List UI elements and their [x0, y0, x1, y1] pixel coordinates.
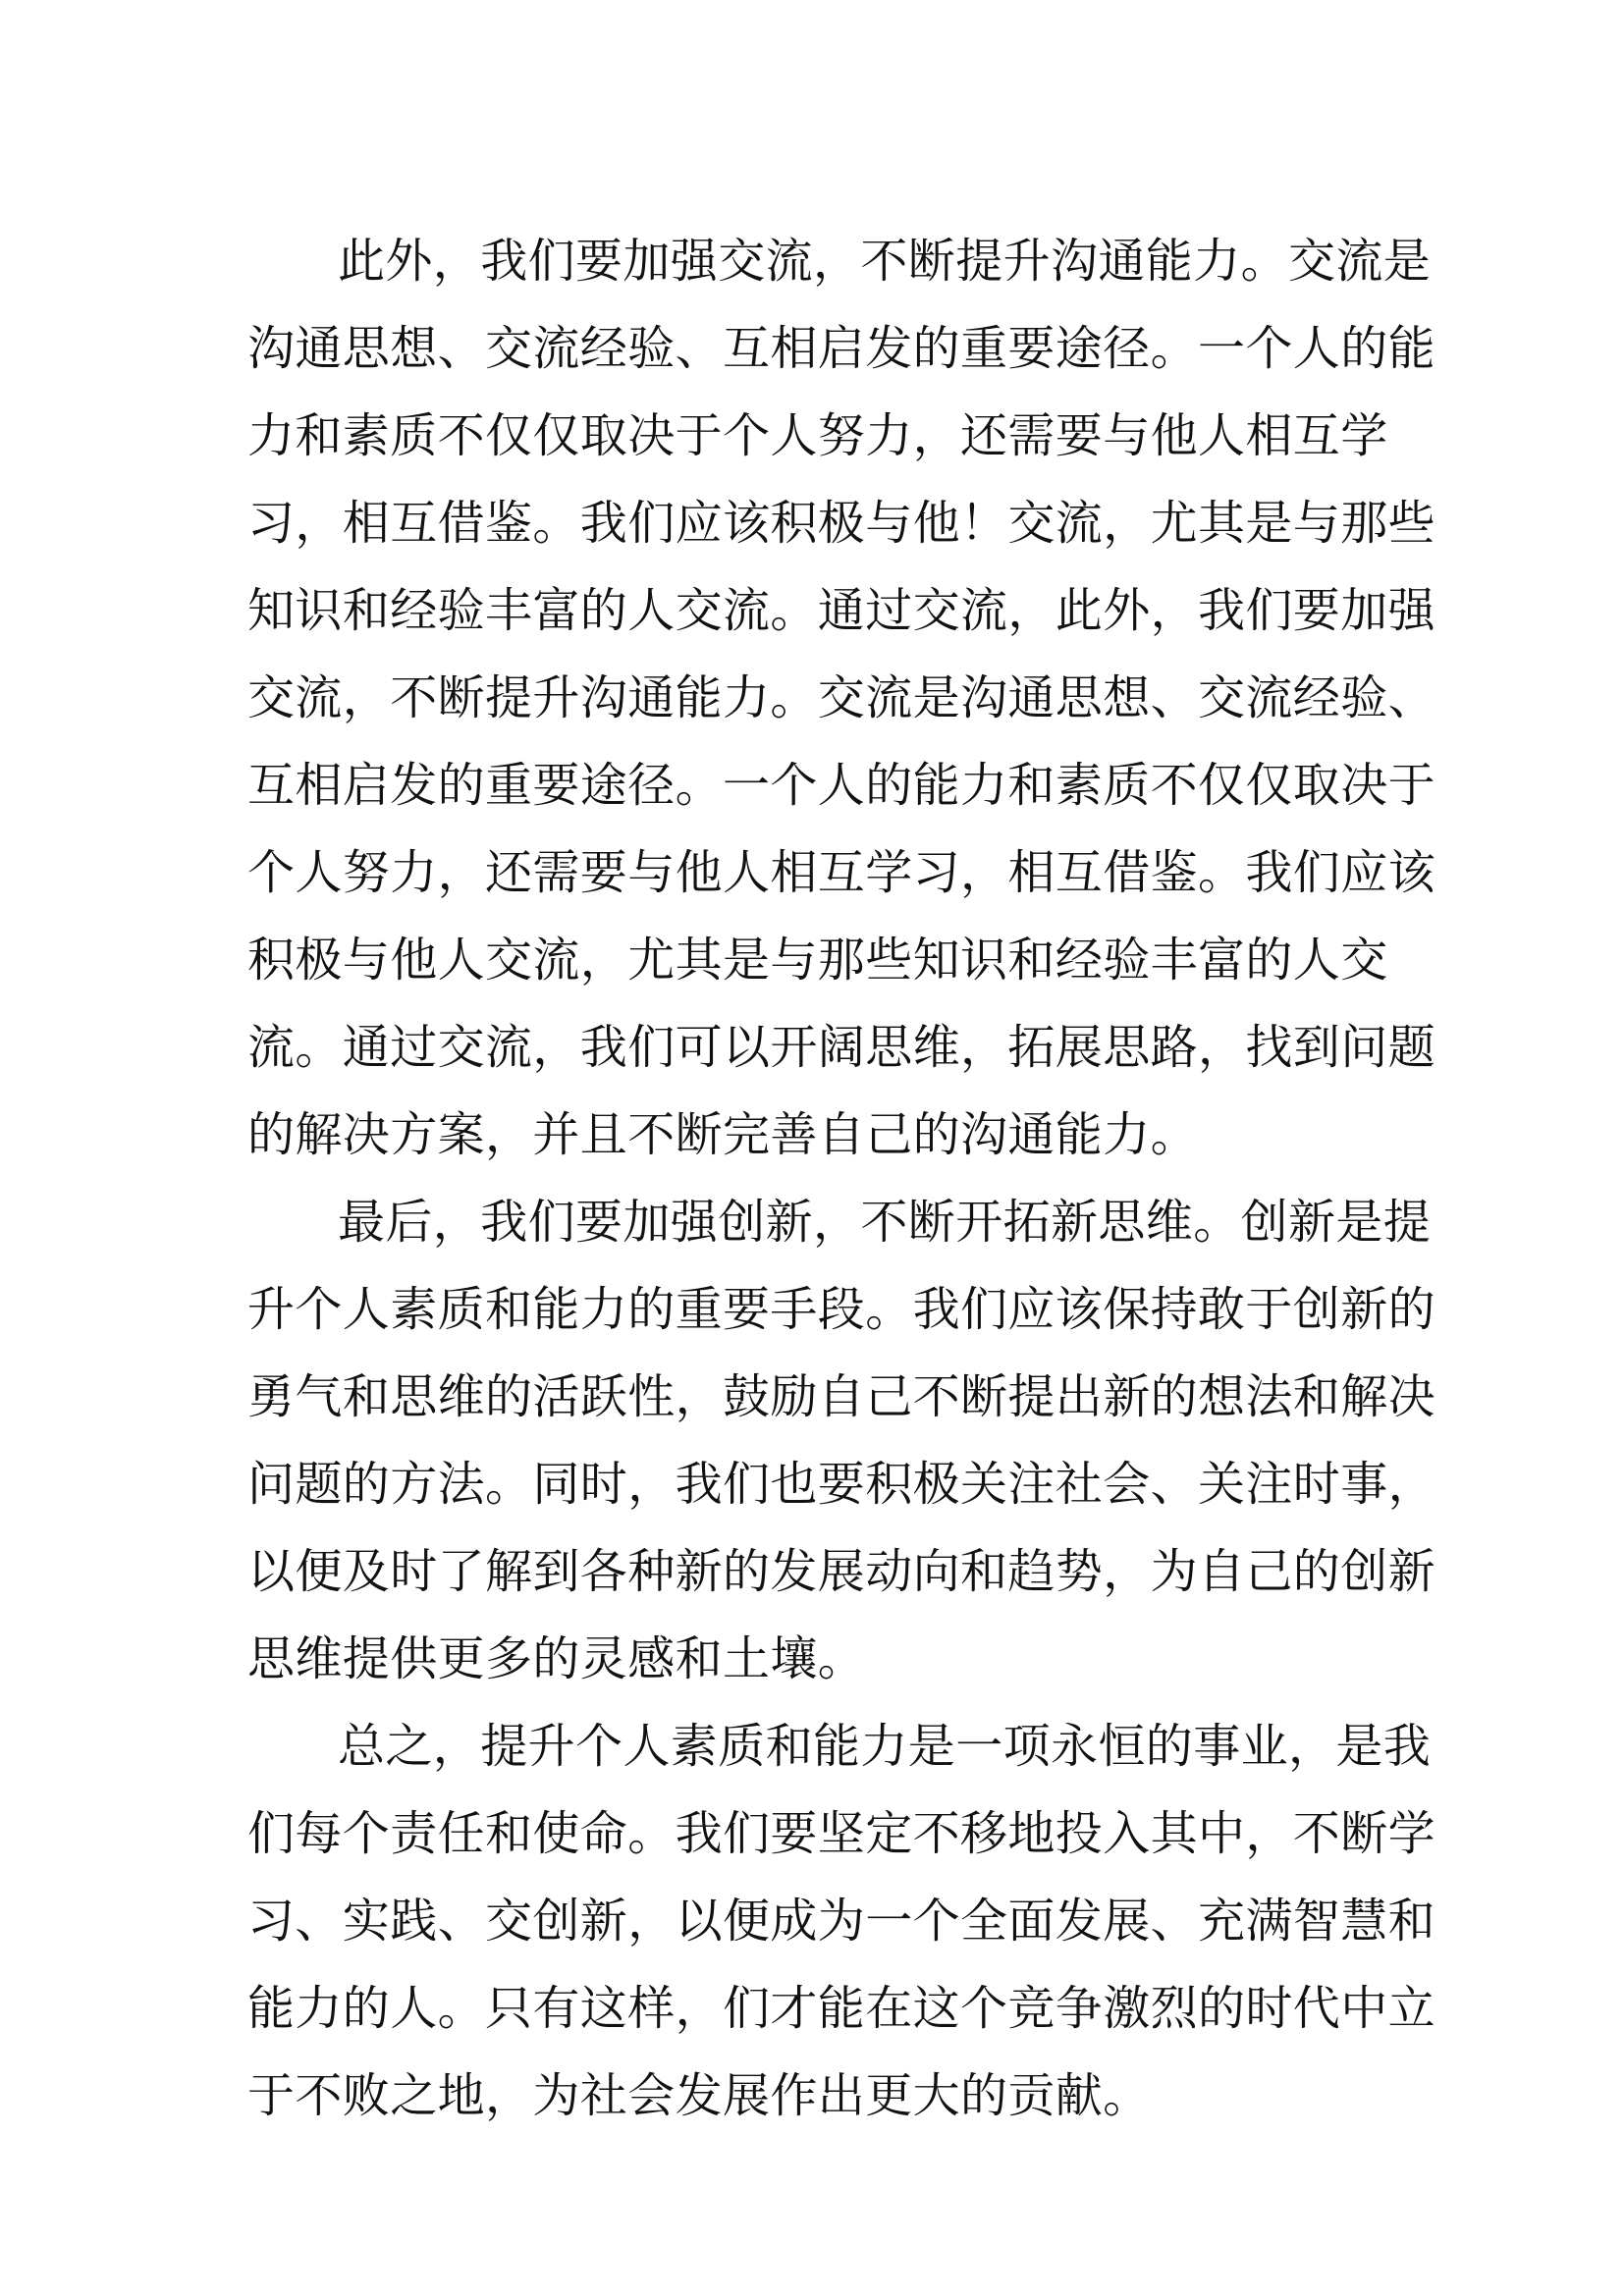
text-line: 于不败之地，为社会发展作出更大的贡献。 — [247, 2068, 1151, 2123]
body-text — [247, 218, 1436, 2140]
text-line: 升个人素质和能力的重要手段。我们应该保持敢于创新的 — [247, 1282, 1436, 1337]
text-line: 沟通思想、交流经验、互相启发的重要途径。一个人的能 — [247, 321, 1436, 376]
text-line: 交流，不断提升沟通能力。交流是沟通思想、交流经验、 — [247, 670, 1436, 725]
text-line: 力和素质不仅仅取决于个人努力，还需要与他人相互学 — [247, 408, 1388, 463]
paragraph-conclusion — [247, 1703, 1436, 2140]
text-line: 最后，我们要加强创新，不断开拓新思维。创新是提 — [338, 1195, 1432, 1250]
text-line: 的解决方案，并且不断完善自己的沟通能力。 — [247, 1107, 1199, 1162]
text-line: 习、实践、交创新，以便成为一个全面发展、充满智慧和 — [247, 1894, 1436, 1949]
text-line: 总之，提升个人素质和能力是一项永恒的事业，是我 — [338, 1719, 1432, 1774]
text-line: 思维提供更多的灵感和土壤。 — [247, 1631, 866, 1686]
text-line: 问题的方法。同时，我们也要积极关注社会、关注时事， — [247, 1457, 1436, 1512]
text-line: 此外，我们要加强交流，不断提升沟通能力。交流是 — [338, 234, 1432, 289]
text-line: 流。通过交流，我们可以开阔思维，拓展思路，找到问题 — [247, 1020, 1436, 1075]
text-line: 能力的人。只有这样，们才能在这个竞争激烈的时代中立 — [247, 1981, 1436, 2036]
text-line: 个人努力，还需要与他人相互学习，相互借鉴。我们应该 — [247, 845, 1436, 900]
paragraph-communication — [247, 218, 1436, 1179]
text-line: 习，相互借鉴。我们应该积极与他！交流，尤其是与那些 — [247, 496, 1436, 551]
text-line: 积极与他人交流，尤其是与那些知识和经验丰富的人交 — [247, 933, 1388, 988]
text-line: 以便及时了解到各种新的发展动向和趋势，为自己的创新 — [247, 1544, 1436, 1599]
text-line: 勇气和思维的活跃性，鼓励自己不断提出新的想法和解决 — [247, 1369, 1436, 1424]
text-line: 知识和经验丰富的人交流。通过交流，此外，我们要加强 — [247, 583, 1436, 638]
text-line: 互相启发的重要途径。一个人的能力和素质不仅仅取决于 — [247, 758, 1436, 813]
text-line: 们每个责任和使命。我们要坚定不移地投入其中，不断学 — [247, 1806, 1436, 1861]
paragraph-innovation — [247, 1179, 1436, 1703]
